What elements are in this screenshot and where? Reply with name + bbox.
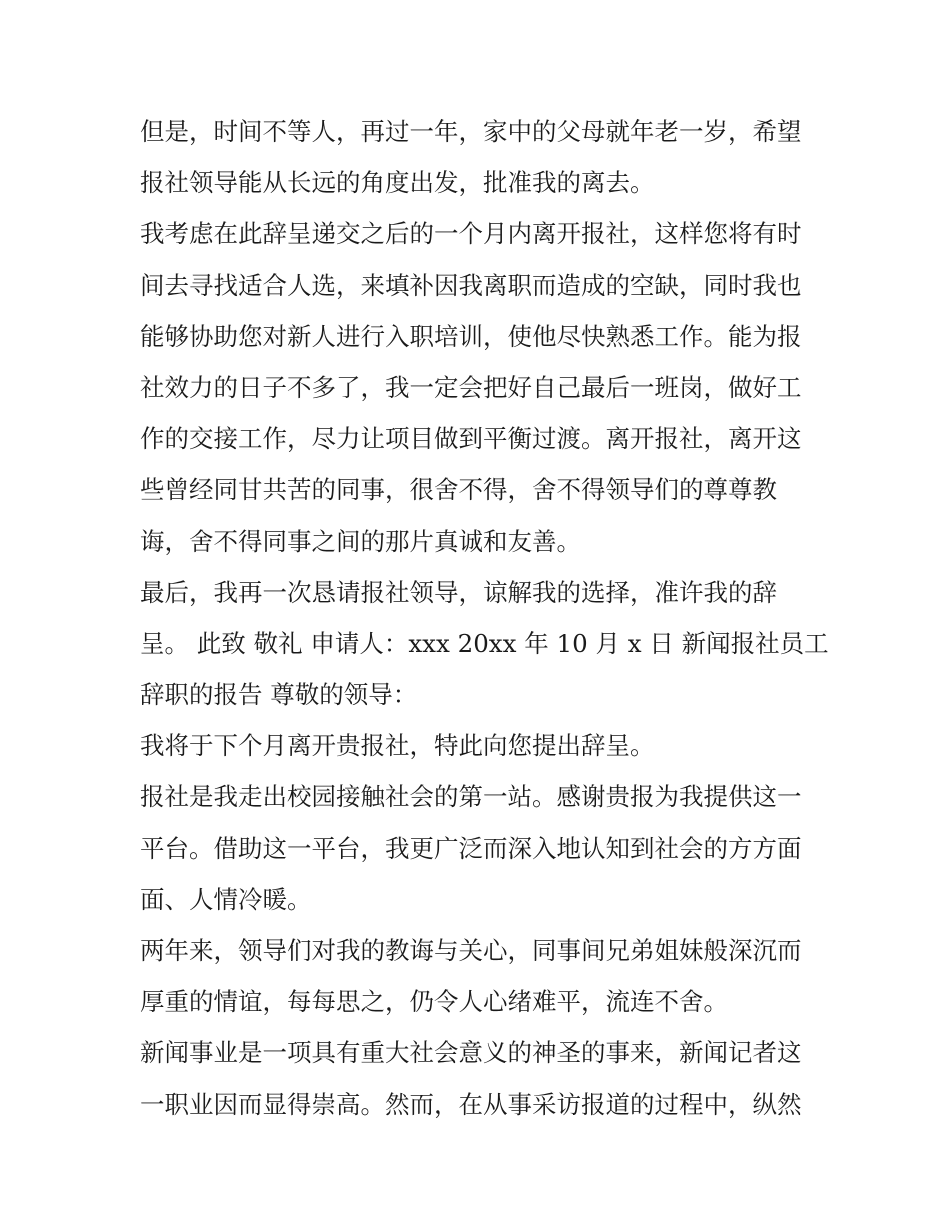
text-line: 报社是我走出校园接触社会的第一站。感谢贵报为我提供这一 (140, 782, 802, 812)
text-line: 诲，舍不得同事之间的那片真诚和友善。 (140, 526, 581, 556)
text-line: 作的交接工作，尽力让项目做到平衡过渡。离开报社，离开这 (140, 424, 802, 454)
text-line: 社效力的日子不多了，我一定会把好自己最后一班岗，做好工 (140, 372, 802, 402)
text-line: 呈。 此致 敬礼 申请人：xxx 20xx 年 10 月 x 日 新闻报社员工 (140, 628, 829, 658)
text-line: 些曾经同甘共苦的同事，很舍不得，舍不得领导们的尊尊教 (140, 475, 777, 505)
text-line: 能够协助您对新人进行入职培训，使他尽快熟悉工作。能为报 (140, 321, 802, 351)
text-line: 最后，我再一次恳请报社领导，谅解我的选择，准许我的辞 (140, 577, 777, 607)
text-line: 间去寻找适合人选，来填补因我离职而造成的空缺，同时我也 (140, 270, 802, 300)
document-body (140, 106, 829, 1130)
text-line: 辞职的报告 尊敬的领导： (140, 680, 418, 710)
text-line: 一职业因而显得崇高。然而，在从事采访报道的过程中，纵然 (140, 1089, 802, 1119)
text-line: 面、人情冷暖。 (140, 884, 312, 914)
text-line: 报社领导能从长远的角度出发，批准我的离去。 (140, 168, 655, 198)
text-line: 新闻事业是一项具有重大社会意义的神圣的事来，新闻记者这 (140, 1038, 802, 1068)
text-line: 我将于下个月离开贵报社，特此向您提出辞呈。 (140, 731, 655, 761)
text-line: 平台。借助这一平台，我更广泛而深入地认知到社会的方方面 (140, 833, 802, 863)
text-line: 我考虑在此辞呈递交之后的一个月内离开报社，这样您将有时 (140, 219, 802, 249)
text-line: 厚重的情谊，每每思之，仍令人心绪难平，流连不舍。 (140, 987, 728, 1017)
text-line: 但是，时间不等人，再过一年，家中的父母就年老一岁，希望 (140, 117, 802, 146)
text-line: 两年来，领导们对我的教诲与关心，同事间兄弟姐妹般深沉而 (140, 936, 802, 965)
